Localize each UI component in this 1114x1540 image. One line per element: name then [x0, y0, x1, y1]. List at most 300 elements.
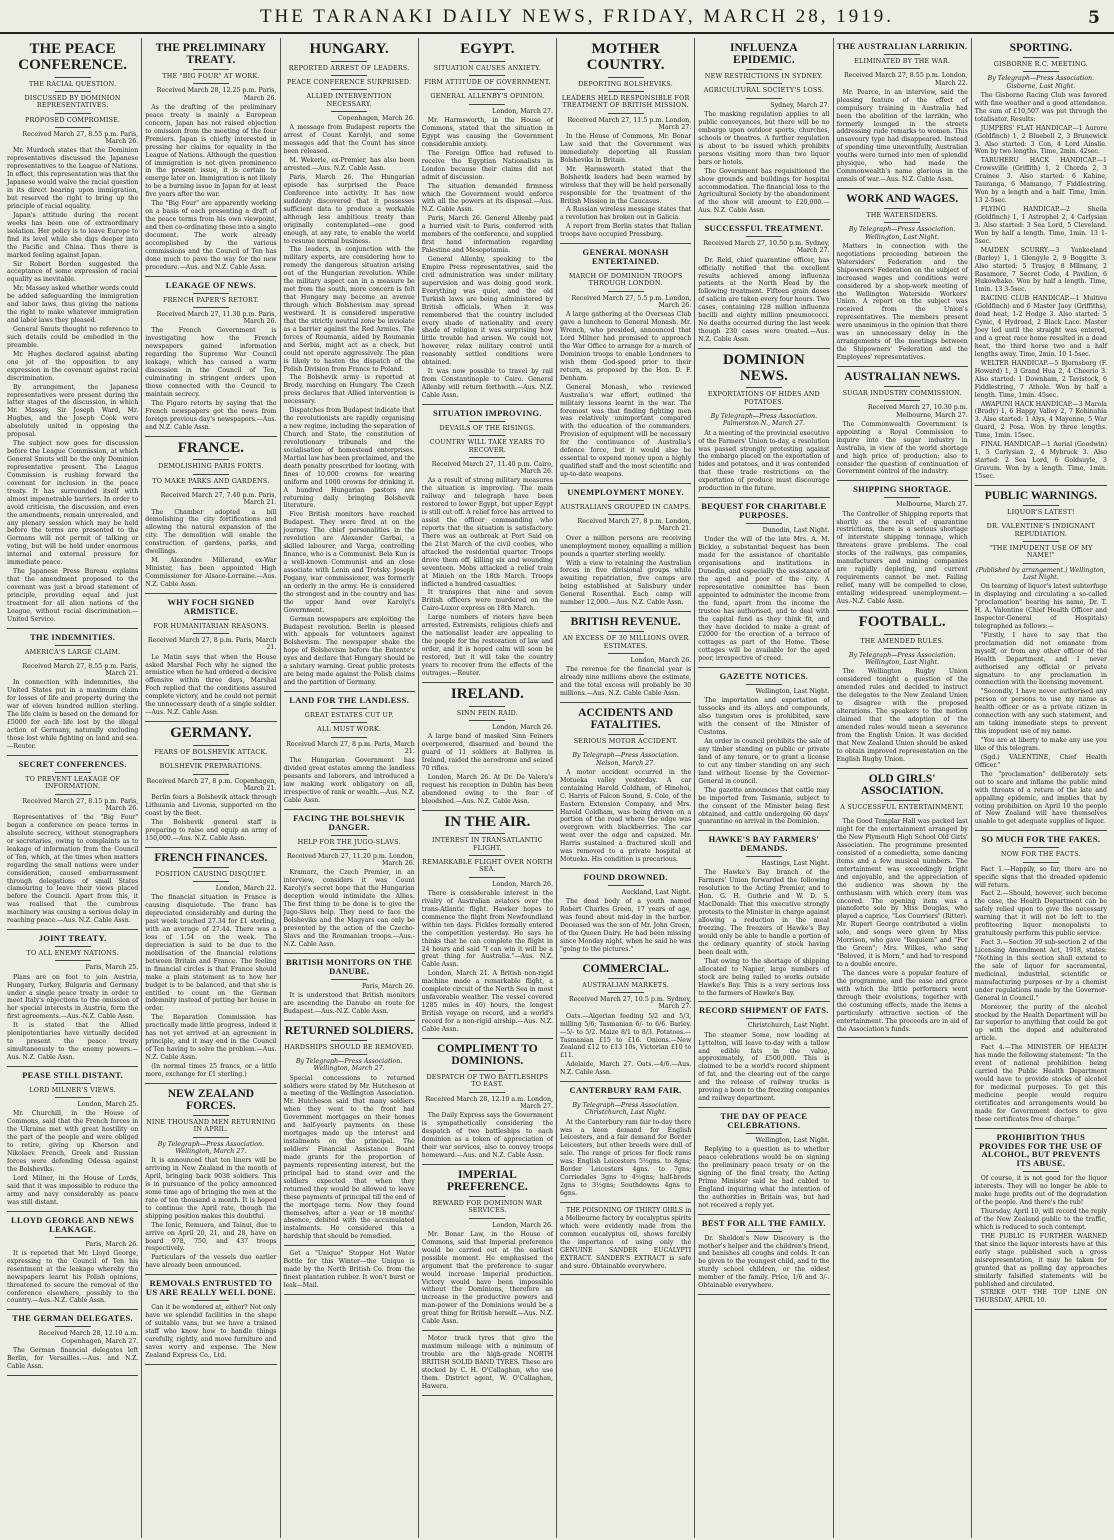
article — [145, 1279, 276, 1364]
article-subheading: THE WATERSIDERS. — [866, 211, 938, 220]
article-dateline: Received March 27, 8 p.m. Copenhagen, March 21. — [146, 777, 277, 792]
article — [837, 773, 968, 1039]
article-byline: By Telegraph—Press Association. Wellington, March 27. — [295, 1058, 403, 1073]
article-paragraph: In connection with indemnities, the United States put in a maximum claim for losses of life and property during the war of eleven hundred million sterling. The life claim is based on the demand for £5000 for each life lost by the illegal action of Germany, naturally excluding those lost while fighting on land and sea.—Reuter. — [7, 679, 139, 750]
article-paragraph: Thursday, April 10, will record the reply of the New Zealand public to the traffic, which is reduced to such contempt. — [974, 1208, 1107, 1231]
article-dateline: Received March 27, 8 p.m. London, March 21. — [577, 518, 692, 533]
article-paragraph: Particulars of the vessels due earlier have already been announced. — [145, 1254, 277, 1270]
article-headline: SUCCESSFUL TREATMENT. — [704, 223, 824, 234]
article-headline: BRITISH MONITORS ON THE DANUBE. — [285, 956, 413, 976]
article-paragraph: It is understood that British monitors are ascending the Danube en route for Budapest.—Aus.-N.Z. Cable Assn. — [283, 991, 415, 1015]
article-paragraph: Can it be wondered at, either? Not only have we splendid facilities in the shape of suitable vans, but we have a trained staff who know how to handle things carefully, rightly, and move furniture and saves worry and expense. The New Zealand Express Co., Ltd. — [145, 1304, 277, 1359]
article-paragraph: The revenue for the financial year is already nine millions above the estimate, and the total excess will probably be 30 millions.—Aus. N.Z. Cable Cable Assn. — [560, 666, 692, 697]
article-subheading: MARCH OF DOMINION TROOPS THROUGH LONDON. — [568, 272, 683, 288]
divider — [608, 500, 644, 501]
divider — [193, 774, 229, 775]
article-subheading: TO PREVENT LEAKAGE OF INFORMATION. — [25, 774, 121, 791]
article-byline: By Telegraph—Press Association. Gisborne, Last Night. — [987, 75, 1095, 90]
article-paragraph: The gazette announces that cattle may be imported from Tasmania, subject to the consent of the Minister being first obtained, and cattle undergoing 60 days' quarantine on arrival in the Dominion. — [698, 786, 830, 826]
article-separator — [698, 497, 829, 498]
divider — [608, 734, 644, 735]
divider — [331, 1054, 367, 1055]
article-paragraph: Plans are on foot to join Austria, Hungary, Turkey, Bulgaria and Germany under a single peace treaty in order to meet Italy's objections to the omission of her special interests in Austria, form the first agreements.—Aus.-N.Z. Cable Assn. — [7, 973, 139, 1021]
column-4 — [419, 38, 557, 1538]
article-paragraph: It is reported that Mr. Lloyd George, expressing to the Council of Ten his resentment at the leakage whereby the newspapers learnt his Polish opinions, threatened to secure the removal of the conference elsewhere, possibly to the country.—Aus.-N.Z. Cable Assn. — [7, 1249, 139, 1305]
newspaper-title: THE TARANAKI DAILY NEWS, FRIDAY, MARCH 28, 1919. — [259, 6, 895, 27]
divider — [746, 236, 782, 237]
article-paragraph: The Chamber adopted a bill demolishing the city fortifications and allowing the natural expansion of the city. The demolition will enable the construction of gardens, parks, and dwellings. — [145, 508, 277, 556]
article — [698, 224, 829, 349]
article-paragraph: The "Big Four" are apparently working on a basis of each presenting a draft of the peace terms from his own viewpoint, and then co-ordinating these into a single document. The work already accomplished by the various commissions and the Council of Ten has done much to pave the way for the new procedure.—Aus. and N.Z. Cable Assn. — [145, 200, 277, 271]
article-separator — [560, 958, 691, 959]
article — [284, 1250, 415, 1295]
divider — [469, 877, 505, 878]
article-paragraph: The Hungarian Government has divided great estates among the landless peasants and laborers, and introduced a law making work obligatory on all, irrespective of rank or wealth.—Aus. N.Z. Cable Assn. — [283, 757, 415, 804]
divider — [884, 800, 920, 801]
divider — [55, 91, 91, 92]
article-subheading: THE AMENDED RULES. — [860, 636, 945, 645]
article-dateline: Copenhagen, March 26. — [337, 115, 415, 123]
article-paragraph: Mr. Hughes declared against abating one jot of the opposition to any expression in the covenant against racial discrimination. — [7, 350, 139, 382]
divider — [884, 634, 920, 635]
divider — [193, 474, 229, 475]
article — [975, 1133, 1107, 1311]
article — [422, 42, 553, 405]
article-paragraph: The dead body of a youth named Robert Charles Green, 17 years of age, was found about mid-day in the harbor. Deceased was the son of Mr. John Green, of the Queen Dairy. He had been missing since Monday night, when he said he was "going to the pictures." — [560, 898, 692, 953]
divider — [193, 1115, 229, 1116]
article-dateline: Received March 27, 10.5 p.m. Sydney, March 27. — [568, 996, 692, 1011]
divider — [469, 720, 505, 721]
article-paragraph: (Sgd.) VALENTINE, Chief Health Officer." — [974, 753, 1107, 769]
article — [7, 760, 138, 930]
divider — [884, 814, 920, 815]
article-separator — [145, 1083, 276, 1084]
article-headline: THE PEACE CONFERENCE. — [18, 41, 127, 73]
divider — [55, 946, 91, 947]
article-byline: By Telegraph—Press Association. Christchurch, Last Night. — [572, 1102, 679, 1117]
article-headline: SITUATION IMPROVING. — [432, 407, 542, 418]
article-paragraph: General Smuts thought no reference to such details could be embodied in the preamble. — [7, 326, 139, 349]
article-paragraph: It transpires that nine and seven British officers were murdered on the Cairo-Luxor express on 18th March. — [421, 589, 553, 613]
article-separator — [422, 682, 553, 683]
divider — [884, 54, 920, 55]
article-headline: PROHIBITION THUS PROVIDES FOR THE USE OF ALCOHOL, BUT PREVENTS ITS ABUSE. — [979, 1131, 1103, 1169]
article-dateline: Received March 27, 8.15 p.m. Paris, March 26. — [22, 797, 139, 812]
article-paragraph: An order in council prohibits the sale of any timber standing on public or private land of any tenure, or to grant a license to cut any timber standing on any such land without license by the Governor-General in council. — [698, 738, 830, 785]
article-headline: ACCIDENTS AND FATALITIES. — [578, 706, 674, 731]
article-paragraph: The Good Templar Hall was packed last night for the entertainment arranged by the New Plymouth High School Old Girls' Association. The programme presented consisted of a comedietta, some dancing items and a few musical numbers. The entertainment was exceedingly bright and enjoyable, and the appreciation of the audience was shown by the enthusiasm with which every item was encored. The opening item was a pianoforte solo by Miss Douglas, who played a caprice, "Les Courriers" (Ritter). Mr. Rupert George contributed a violin solo, and songs were given by Miss Morrison, who gave "Requiem" and "For the Green"; Mrs. Wilkes, who sang "Beloved, it is Morn," and had to respond to a double encore. — [836, 818, 968, 968]
article-headline: EGYPT. — [460, 41, 515, 57]
article — [837, 371, 968, 481]
column-8 — [972, 38, 1110, 1538]
article-paragraph: The "proclamation" deliberately sets out to scare and inflame the public mind with threats of a return of the late and appalling epidemic, and implies that by voting prohibition on April 10 the people of New Zealand will have themselves unable to get adequate supplies of liquor. — [974, 770, 1107, 826]
article-paragraph: The Ionic, Remuera, and Tainui, due to arrive on April 20, 21, and 28, have on board 978, 750, and 437 troops respectively. — [145, 1221, 277, 1253]
article-separator — [284, 1294, 415, 1295]
article-headline: INFLUENZA EPIDEMIC. — [730, 42, 798, 67]
article-headline: BRITISH REVENUE. — [570, 616, 681, 629]
article-paragraph: Japan's attitude during the recent weeks has been one of extraordinary isolation. Her policy is to leave Europe to find its level while she digs deeper into the Pacific and China. Thus there is marked feeling against Japan. — [7, 211, 139, 259]
column-5 — [557, 38, 695, 1538]
article-dateline: Received March 27, 7.40 p.m. Paris, March 21. — [160, 492, 277, 507]
article-subheading: SINN FEIN RAID. — [456, 708, 518, 717]
article-paragraph: Berlin fears a Bolshevik attack through Lithuania and Livonia, supported on the coast by the fleet. — [145, 794, 277, 817]
article-separator — [698, 1107, 829, 1108]
divider — [331, 1040, 367, 1041]
article-separator — [145, 436, 276, 437]
article-separator — [7, 628, 138, 629]
article-headline: SHIPPING SHORTAGE. — [853, 484, 952, 495]
article-paragraph: M. Alexandre Millerand, ex-War Minister, has been appointed High Commissioner for Alsace-Lorraine.—Aus. N.Z. Cable Assn. — [145, 557, 277, 588]
article-headline: WORK AND WAGES. — [846, 193, 959, 205]
divider — [55, 645, 91, 646]
divider — [884, 386, 920, 387]
article-headline: IRELAND. — [450, 685, 524, 702]
divider — [469, 435, 505, 436]
article-paragraph: Mr. Churchill, in the House of Commons, said that the French forces in the Ukraine met with great hostility on the part of the people and were obliged to retire, giving up Kherson and Nikolaev. French, Greek and Russian forces were defending Odessa against the Bolsheviks. — [7, 1110, 139, 1174]
article — [698, 1112, 829, 1215]
divider — [55, 1083, 91, 1084]
article-headline: OLD GIRLS' ASSOCIATION. — [860, 772, 944, 797]
divider — [193, 881, 229, 882]
divider — [608, 269, 644, 270]
divider — [884, 68, 920, 69]
divider — [331, 737, 367, 738]
article-paragraph: With a view to retaining the Australian forces in five divisional groups while awaiting repatriation, five camps are being established at Salisbury under General Rosenthal. Each camp will number 12,000.—Aus. N.Z. Cable Assn. — [560, 559, 692, 607]
article — [560, 873, 691, 959]
divider — [55, 794, 91, 795]
article-paragraph: Over a million persons are receiving unemployment money, equalling a million pounds a quarter sterling weekly. — [560, 534, 692, 558]
article-paragraph: The leaders, in conjunction with the military experts, are considering how to remedy the dangerous situation arising out of the Hungarian revolution. While the military aspect can in a measure be met from the south, more concern is felt that Hungary may become an avenue through which Bolshevism may spread westward. It is considered imperative that the strictly neutral zone be inviolate as a barrier against the Red Armies. The forces of Roumania, aided by Roumania and Serbia, might act as a check, but could not operate aggressively. The plan is likely to hasten the dispatch of the Polish Division from France to Poland. — [283, 246, 415, 373]
article-subheading: DR. VALENTINE'S INDIGNANT REPUDIATION. — [986, 522, 1096, 538]
article-subheading: AUSTRALIAN MARKETS. — [582, 980, 669, 989]
article-headline: NEW ZEALAND FORCES. — [167, 1087, 255, 1112]
article-separator — [975, 1128, 1107, 1129]
article — [975, 42, 1107, 486]
article-dateline: Sydney, March 27. — [770, 101, 830, 109]
article-dateline: Received March 28, 12.10 a.m. London, March 27. — [425, 1095, 553, 1110]
article-paragraph: General Monash, who reviewed Australia's war effort, outlined the military lessons learnt in the war. The foremost was that finding fighting men was relatively unimportant compared with the education of the commanders. Provision of equipment will be necessary for the continuance of Australia's defence force, but it would also be essential to expend money upon a highly qualified staff and the most scientific and up-to-date weapons. — [560, 383, 692, 479]
article-dateline: Received March 27, 8 p.m. Paris, March 21. — [286, 740, 415, 755]
article-paragraph: London, March 26. At Dr. De Valera's request his reception in Dublin has been abandoned owing to the fear of bloodshed.—Aus. N.Z. Cable Assn. — [421, 773, 553, 805]
article-headline: THE INDEMNITIES. — [30, 631, 116, 642]
divider — [884, 222, 920, 223]
article-paragraph: There is considerable interest in the rivalry of Australian aviators over the trans-Atlantic flight. Hawker hopes to commence the flight from Newfoundland within ten days. Pickles formally entered the competition yesterday. He says he thinks that he can complete the flight in 24 hours and said "I can win it will be a great thing for Australia."—Aus. N.Z. Cable Assn. — [421, 889, 553, 969]
article-paragraph: Fact 3.—Section 39 sub-section 2 of the Licensing Amendment Act, 1918, states: "Nothing in this section shall extend to the sale of liquor for sacramental, medicinal, industrial, scientific or manufacturing purposes or by a chemist under regulations made by the Governor-General in Council." — [974, 939, 1107, 1002]
divider — [608, 291, 644, 292]
article-subheading: ELIMINATED BY THE WAR. — [854, 56, 951, 65]
article-subheading: NOW FOR THE FACTS. — [1000, 850, 1081, 859]
article-dateline: Received March 27, 8 p.m. Paris, March 21. — [147, 637, 277, 652]
article-headline: SPORTING. — [1009, 42, 1073, 54]
article-dateline: Wellington, Last Night. — [755, 1136, 830, 1144]
article — [560, 488, 691, 612]
article — [145, 852, 276, 1084]
divider — [193, 619, 229, 620]
article-paragraph: The Bolshevik general staff is preparing to raise and equip an army of 150,000.—Aus. N.Z. Cable Assn. — [145, 818, 277, 842]
article-subheading: ALLIED INTERVENTION NECESSARY. — [306, 92, 392, 108]
article-byline: By Telegraph—Press Association. Palmerston N., March 27. — [710, 413, 818, 428]
article — [837, 485, 968, 610]
article-headline: CANTERBURY RAM FAIR. — [569, 1085, 682, 1096]
divider — [193, 1300, 229, 1301]
divider — [1023, 57, 1059, 58]
divider — [469, 1218, 505, 1219]
article-subheading: SERIOUS MOTOR ACCIDENT. — [573, 737, 678, 746]
article — [422, 1335, 553, 1396]
article-paragraph: Mr. Harmsworth stated that the Bolshevik leaders had been warned by wireless that they will be held personally responsible for the treatment of the British Mission in the Caucasus. — [560, 165, 692, 205]
article-separator — [560, 611, 691, 612]
divider — [469, 104, 505, 105]
article — [560, 1207, 691, 1276]
divider — [55, 1326, 91, 1327]
article-subheading: DISCUSSED BY DOMINION REPRESENTATIVES. — [24, 93, 121, 110]
article-paragraph: That owing to the shortage of shipping allocated to Napier, large numbers of stock are being railed to works outside Hawke's Bay. This is a very serious loss to the farmers of Hawke's Bay. — [698, 957, 830, 997]
article — [975, 490, 1107, 831]
article-separator — [560, 868, 691, 869]
article-headline: SECRET CONFERENCES. — [18, 758, 127, 769]
article-paragraph: THE PUBLIC IS FURTHER WARNED that since the liquor interests have at this early stage published such a gross misrepresentation, it may be taken for granted that as polling day approaches similarly falsified statements will be published and circulated. — [974, 1232, 1107, 1288]
article — [698, 502, 829, 668]
divider — [746, 69, 782, 70]
article — [284, 1025, 415, 1247]
column-3 — [281, 38, 419, 1538]
divider — [55, 113, 91, 114]
article-subheading: AN EXCESS OF 30 MILLIONS OVER ESTIMATES. — [562, 634, 689, 650]
divider — [469, 1196, 505, 1197]
article-dateline: Auckland, Last Night. — [621, 889, 692, 897]
divider — [746, 856, 782, 857]
article-headline: HUNGARY. — [309, 41, 389, 57]
article-paragraph: FINAL HANDICAP.—1 Aerial (Goodwin) 1, 5 Carlysian 2, 4 Mybruck 3. Also started: 2 Sea Lord, 6 Goldsuyle, 3 Gravum. Won by a length. Time, 1min. 15sec. — [974, 441, 1107, 480]
article-subheading: NINE THOUSAND MEN RETURNING IN APRIL. — [146, 1117, 276, 1134]
article-subheading: GENERAL ALLENBY'S OPINION. — [430, 92, 545, 101]
article-separator — [560, 483, 691, 484]
divider — [331, 89, 367, 90]
article-paragraph: London, March 21. A British non-rigid machine made a remarkable flight, a complete circuit of the North Sea in most unfavorable weather. The vessel covered 1285 miles in 40) hours, the longest British voyage on record, and a world's record for a non-rigid airship.—Aus. N.Z. Cable Assn. — [421, 970, 553, 1033]
article — [560, 248, 691, 484]
article-separator — [698, 348, 829, 349]
article-separator — [837, 1037, 968, 1038]
article-paragraph: By arrangement, the Japanese representatives were present during the latter stages of the discussion, in which Mr. Massey, Sir Joseph Ward, Mr. Hughes, and the Joseph Cook were absolutely united in opposing the proposal. — [7, 383, 139, 439]
divider — [746, 98, 782, 99]
article-subheading: "THE IMPUDENT USE OF MY NAME!" — [989, 544, 1093, 560]
article-headline: LLOYD GEORGE AND NEWS LEAKAGE. — [11, 1214, 135, 1234]
article-separator — [422, 1330, 553, 1331]
divider — [193, 459, 229, 460]
article-paragraph: Representatives of the "Big Four" began a conference on peace terms in absolute secrecy, without stenographers or secretaries, owing to complaints as to leakage of information from the Council of Ten, which, at the times when matters regarding the small nations were under consideration, caused embarrassment through delegations of small States clamouring to leave their views placed before the Council. Apart from this, it was realised that the cumbrous machinery was causing a serious delay in reaching peace.—Aus. N.Z. Cable Assn. — [7, 814, 139, 925]
article-paragraph: RACING CLUB HANDICAP.—1 Multive (Goldfinch) and 6 Master Jaey (Griffiths), dead heat, 1-2 Hodge 3. Also started: 5 Cynic, 4 Hydroad, 2 Black Lace. Master Joey led until the straight was entered, and a great race home resulted in a dead heat, the third horse two and a half lengths away. Time, 2min. 10 1-5sec. — [974, 295, 1107, 358]
article-paragraph: The Reparation Commission has practically made little progress, indeed it has not yet arrived at an agreement in principle, and it may end in the Council of Ten having to solve the problem.—Aus. N.Z. Cable Assn. — [145, 1014, 277, 1062]
divider — [331, 111, 367, 112]
article — [422, 409, 553, 683]
article-headline: THE AUSTRALIAN LARRIKIN. — [836, 41, 968, 51]
article-paragraph: It was now possible to travel by rail from Constantinople to Cairo. General Allenby will return forthwith.—Aus. N.Z. Cable Assn. — [421, 368, 553, 399]
article-separator — [422, 1395, 553, 1396]
article-paragraph: Get a "Unique" Stopper Hot Water Bottle for this Winter—the Unique is made by the North British Co. from the finest plantation rubber. It won't burst or leak—Mail. — [283, 1250, 415, 1290]
article-paragraph: Paris, March 26. The Hungarian episode has surprised the Peace Conference into activity. It has now suddenly discovered that it possesses sufficient data to produce a workable although less ambitious treaty than originally contemplated—one good enough, at any rate, to enable the world to resume normal business. — [283, 174, 415, 245]
article-paragraph: German newspapers are exploiting the Budapest revolution. Berlin is pleased with appeals for volunteers against Bolshevism. The newspaper shake the hope of Bolshevism before the Entente's eyes and declare that Hungary should be a salutary warning. Great public protests are being made against the Polish claims and the partition of Germany. — [283, 615, 415, 687]
article — [7, 1216, 138, 1311]
divider — [55, 127, 91, 128]
article-paragraph: (In normal times 25 francs, or a little more, exchange for £1 sterling.) — [145, 1062, 277, 1078]
article-dateline: Hastings, Last Night. — [761, 860, 830, 868]
divider — [469, 457, 505, 458]
divider — [1023, 519, 1059, 520]
article-dateline: London, March 26. — [630, 656, 692, 664]
article-headline: BEQUEST FOR CHARITABLE PURPOSES. — [701, 501, 827, 521]
divider — [746, 523, 782, 524]
article-subheading: LIQUOR'S LATEST! — [1007, 507, 1075, 516]
article-headline: GERMANY. — [170, 725, 252, 742]
divider — [469, 421, 505, 422]
article-paragraph: The Foreign Office had refused to receive the Egyptian Nationalists in London because their claims did not admit of discussion. — [421, 149, 553, 181]
article-separator — [422, 1038, 553, 1039]
article-headline: PUBLIC WARNINGS. — [984, 489, 1097, 502]
divider — [331, 979, 367, 980]
article-paragraph: The situation demanded firmness which the Government would enforce with all the powers at its disposal.—Aus. N.Z. Cable Assn. — [421, 182, 553, 214]
article-paragraph: A message from Budapest reports the arrest of Count Karolyi, and some messages add that the Count has since been released. — [283, 124, 415, 156]
article-paragraph: The Commonwealth Government is appointing a Royal Commission to inquire into the sugar industry in Australia, in view of the world shortage and high price of production; also to consider the question of continuation of Government control of the industry. — [836, 420, 968, 476]
article-paragraph: The Wellington Rugby Union considered tonight a question of the amended rules and decided to instruct the delegates to the New Zealand Union to disagree with the proposed alterations. The speakers to the motion claimed that the adoption of the amended rules would mean a severance from the English Union. It was decided that New Zealand Union should be asked to obtain improved representation on the English Rugby Union. — [836, 668, 968, 763]
article-paragraph: Mr. Murdoch states that the Dominion representatives discussed the Japanese representatives to the League of Nations. In effect, this representation was that the Japanese would waive the racial question in its direct bearing upon immigration, but reserved the right to bring up the principle of racial equality. — [7, 147, 139, 210]
article-paragraph: A large band of masked Sinn Feiners overpowered, disarmed and bound the guard of 11 soldiers at Ballyrea in Ireland, raided the aerodrome and seized 70 rifles. — [421, 733, 553, 772]
article-separator — [698, 1294, 829, 1295]
article-subheading: PEACE CONFERENCE SURPRISED. — [287, 78, 412, 87]
article-paragraph: Kramarz, the Czech Premier, in an interview, considers it was Count Karolyi's secret hope that the Hungarian deception would intimidate the Allies. The first thing to be done is to give the Jugo-Slavs help. They need to face the Bolsheviks and the Magyars can only be prevented by the action of the Czecho-Slavs and the Roumanian troops.—Aus.-N.Z. Cable Assn. — [283, 869, 415, 948]
article-subheading: SITUATION CAUSES ANXIETY. — [433, 63, 541, 72]
divider — [331, 708, 367, 709]
article-separator — [698, 1001, 829, 1002]
article — [145, 1088, 276, 1275]
article-dateline: Received March 27, 8.55 p.m. Paris, March 26. — [22, 130, 139, 146]
divider — [469, 1092, 505, 1093]
article-subheading: BOLSHEVIK PREPARATIONS. — [159, 762, 263, 771]
divider — [1023, 563, 1059, 564]
article-separator — [698, 830, 829, 831]
article — [560, 707, 691, 869]
column-2 — [142, 38, 280, 1538]
divider — [193, 867, 229, 868]
article-headline: THE PRELIMINARY TREATY. — [155, 42, 267, 67]
article-paragraph: Fact 1.—Happily, so far, there are no specific signs that the dreaded epidemic will return. — [974, 865, 1107, 889]
divider — [55, 772, 91, 773]
article-paragraph: Matters in connection with the negotiations proceeding between the Watersiders' Federation and the Shipowners' Federation on the subject of increased wages and conditions were considered by a shop-work meeting of the Wellington Waterside Workers' Union. A report on the subject was received from the Union's representatives. The members present were unanimous in the opinion that there was an unnecessary delay in the arrangements of the meetings between the Shipowners' Federation and the Employees' representatives. — [836, 242, 968, 362]
article-dateline: Received March 27, 10.50 p.m. Sydney, March 27. — [703, 240, 830, 255]
article-subheading: DEMOLISHING PARIS FORTS. — [158, 462, 264, 471]
article-paragraph: Dr. Reid, chief quarantine officer, has officially notified that the excellent results achieved among influenza patients at the North Head by the following treatment. Fifteen grain doses of salicin are taken every four hours. Two cases, containing 128 million influenza bacilli and eighty million pneumococci. No deaths occurred during the last week though 230 cases were treated.—Aus. N.Z. Cable Assn. — [698, 256, 830, 344]
divider — [1023, 862, 1059, 863]
article-separator — [975, 485, 1107, 486]
article-headline: SO MUCH FOR THE FAKES. — [981, 834, 1101, 845]
article-paragraph: STRIKE OUT THE TOP LINE ON THURSDAY, APRIL 10. — [974, 1289, 1107, 1305]
article-headline: THE DAY OF PEACE CELEBRATIONS. — [720, 1111, 808, 1130]
article-paragraph: As a result of strong military measures the situation is improving. The main railway and telegraph have been restored to lower Egypt, but upper Egypt is still cut off. A relief force has arrived to assist the officer commanding who reports that the situation is satisfactory. There was an outbreak at Port Said on the 21st March of the civil coolies, who attacked the residential quarter. Troops drove them off, killing six and wounding seventeen. Mobs attacked a relief train at Minieh on the 18th March. Troops inflicted a hundred casualties. — [421, 477, 553, 588]
article — [837, 42, 968, 189]
article — [698, 353, 829, 498]
divider — [608, 885, 644, 886]
article-byline: By Telegraph—Press Association. Wellington, Last Night. — [848, 226, 956, 241]
article-paragraph: Adelaide, March 27. Oats.—4/6.—Aus. N.Z. Cable Assn. — [560, 1061, 692, 1077]
article-headline: DOMINION NEWS. — [723, 351, 805, 384]
article-paragraph: "You are at liberty to make any use you like of this telegram. — [974, 737, 1107, 752]
article-separator — [284, 691, 415, 692]
article-dateline: Paris, March 25. — [85, 964, 139, 972]
article — [145, 441, 276, 594]
article-separator — [284, 953, 415, 954]
article-headline: LEAKAGE OF NEWS. — [165, 279, 256, 290]
article-paragraph: Fact 2.—Should, however, such become the case, the Health Department can be safely relied upon to give the necessary warning that it will not be left to the profiteering liquor monopolists to gratuitously perform this public service. — [974, 890, 1107, 938]
divider — [884, 208, 920, 209]
divider — [1023, 1171, 1059, 1172]
article-paragraph: A Russian wireless message states that a revolution has broken out in Galicia. — [560, 206, 692, 222]
article-paragraph: Dispatches from Budapest indicate that the revolutionists are rapidly organising a new regime, including the separation of Church and State, the constitution of revolutionary tribunals and the socialisation of homestead enterprises. Martial law has been proclaimed, and the death penalty prescribed for looting, with fines of 10,000 crowns for wearing uniform and 1000 crowns for drinking it. A hundred Hungarian pastors are returning daily bringing Bolshevik literature. — [283, 407, 415, 510]
divider — [884, 648, 920, 649]
article-headline: GAZETTE NOTICES. — [719, 671, 809, 682]
article-separator — [7, 1066, 138, 1067]
article-paragraph: Sir Robert Borden suggested the acceptance of some expression of racial equality as inevitable. — [7, 260, 139, 284]
article-headline: RECORD SHIPMENT OF FATS. — [699, 1005, 829, 1016]
article-subheading: FRENCH PAPER'S RETORT. — [163, 295, 259, 304]
article-headline: GENERAL MONASH ENTERTAINED. — [582, 247, 669, 267]
article-subheading: NEW RESTRICTIONS IN SYDNEY. — [704, 72, 823, 81]
divider — [193, 759, 229, 760]
article-separator — [145, 721, 276, 722]
divider — [746, 1231, 782, 1232]
article-paragraph: Five British monitors have reached Budapest. They were fired at on the journey. The chief personalities in the revolution are Alexander Garbai, a skilled labourer, and Varga, controlling finance, who is a Communist. Bela Kun is a well-known Communist and an close associate with Lenin and Trotsky. Joseph Pogany, war commissioner, was formerly an orderly in the army. He is considered the strongest and in the country and has the upper hand over Karolyi's Government. — [283, 511, 415, 614]
article — [145, 281, 276, 437]
article-paragraph: Dr. Sheldon's New Discovery is the mother's helper and the children's friend, and banishes all coughs and colds. It can be given to the youngest child, and to the sturdy school children, or the oldest member of the family. Price, 1/6 and 3/-. Obtainable everywhere. — [698, 1234, 830, 1290]
article-separator — [560, 1274, 691, 1275]
divider — [1023, 71, 1059, 72]
article-headline: UNEMPLOYMENT MONEY. — [567, 486, 684, 497]
article-separator — [975, 830, 1107, 831]
article-paragraph: Oats.—Algerian feeding 5/2 and 5/3, milling 5/6; Tasmanian 6/- to 6/6. Barley.—5/- to 5/2. Maize 8/1 to 8/3. Potatoes.—Tasmanian £15 to £16. Onions.—New Zealand £12 to £13 10s, Victorian £10 to £11. — [560, 1012, 692, 1060]
article-headline: MOTHER COUNTRY. — [586, 41, 665, 73]
article — [284, 696, 415, 810]
divider — [608, 992, 644, 993]
article-separator — [837, 366, 968, 367]
divider — [608, 748, 644, 749]
article-headline: FACING THE BOLSHEVIK DANGER. — [293, 812, 406, 832]
article-dateline: Received March 27, 8.55 p.m. London, March 22. — [843, 72, 968, 87]
article-paragraph: On learning of liquor's latest subterfuge in displaying and circulating a so-called "proclamation" bearing his name, Dr. T. H. A. Valentine (Chief Health Officer and Inspector-General of Hospitals) telegraphed as follows:— — [974, 583, 1107, 630]
article-separator — [422, 810, 553, 811]
divider — [608, 631, 644, 632]
article-paragraph: A report from Berlin states that Italian troops have occupied Pressburg. — [560, 223, 692, 239]
article-paragraph: M. Wekerle, ex-Premier, has also been arrested.—Aus. N.Z. Cable Assn. — [283, 157, 415, 173]
article-byline: By Telegraph—Press Association. Wellington, Last Night. — [848, 651, 956, 667]
article-subheading: THE "BIG FOUR" AT WORK. — [162, 72, 260, 81]
divider — [746, 387, 782, 388]
article-paragraph: MAIDEN SCURRY.—3 Yankeeland (Barley) 1, 1 Glengyle 2, 9 Boggitte 3. Also started: 5 Trasjoy, 8 Mllmany, 2 Rasamore, 7 Secret Code, 4 Pavilion, 6 Hukowhako. Won by half a length. Time, 1min. 13 3-5sec. — [974, 246, 1107, 294]
divider — [746, 1133, 782, 1134]
divider — [193, 633, 229, 634]
article — [422, 1169, 553, 1331]
article-subheading: GREAT ESTATES CUT UP. — [304, 710, 394, 719]
article-headline: PEASE STILL DISTANT. — [22, 1069, 124, 1080]
article-headline: BEST FOR ALL THE FAMILY. — [701, 1217, 826, 1228]
columns-container — [4, 38, 1110, 1538]
article-headline: IN THE AIR. — [444, 813, 531, 830]
article-dateline: Received March 28, 12.25 p.m. Paris, March 26. — [156, 87, 277, 102]
article-dateline: London, March 22. — [215, 885, 277, 893]
article-separator — [145, 1274, 276, 1275]
article-dateline: Wellington, Last Night. — [755, 688, 830, 696]
divider — [193, 1137, 229, 1138]
divider — [1023, 541, 1059, 542]
divider — [746, 684, 782, 685]
article-dateline: London, March 26. — [492, 1221, 553, 1229]
